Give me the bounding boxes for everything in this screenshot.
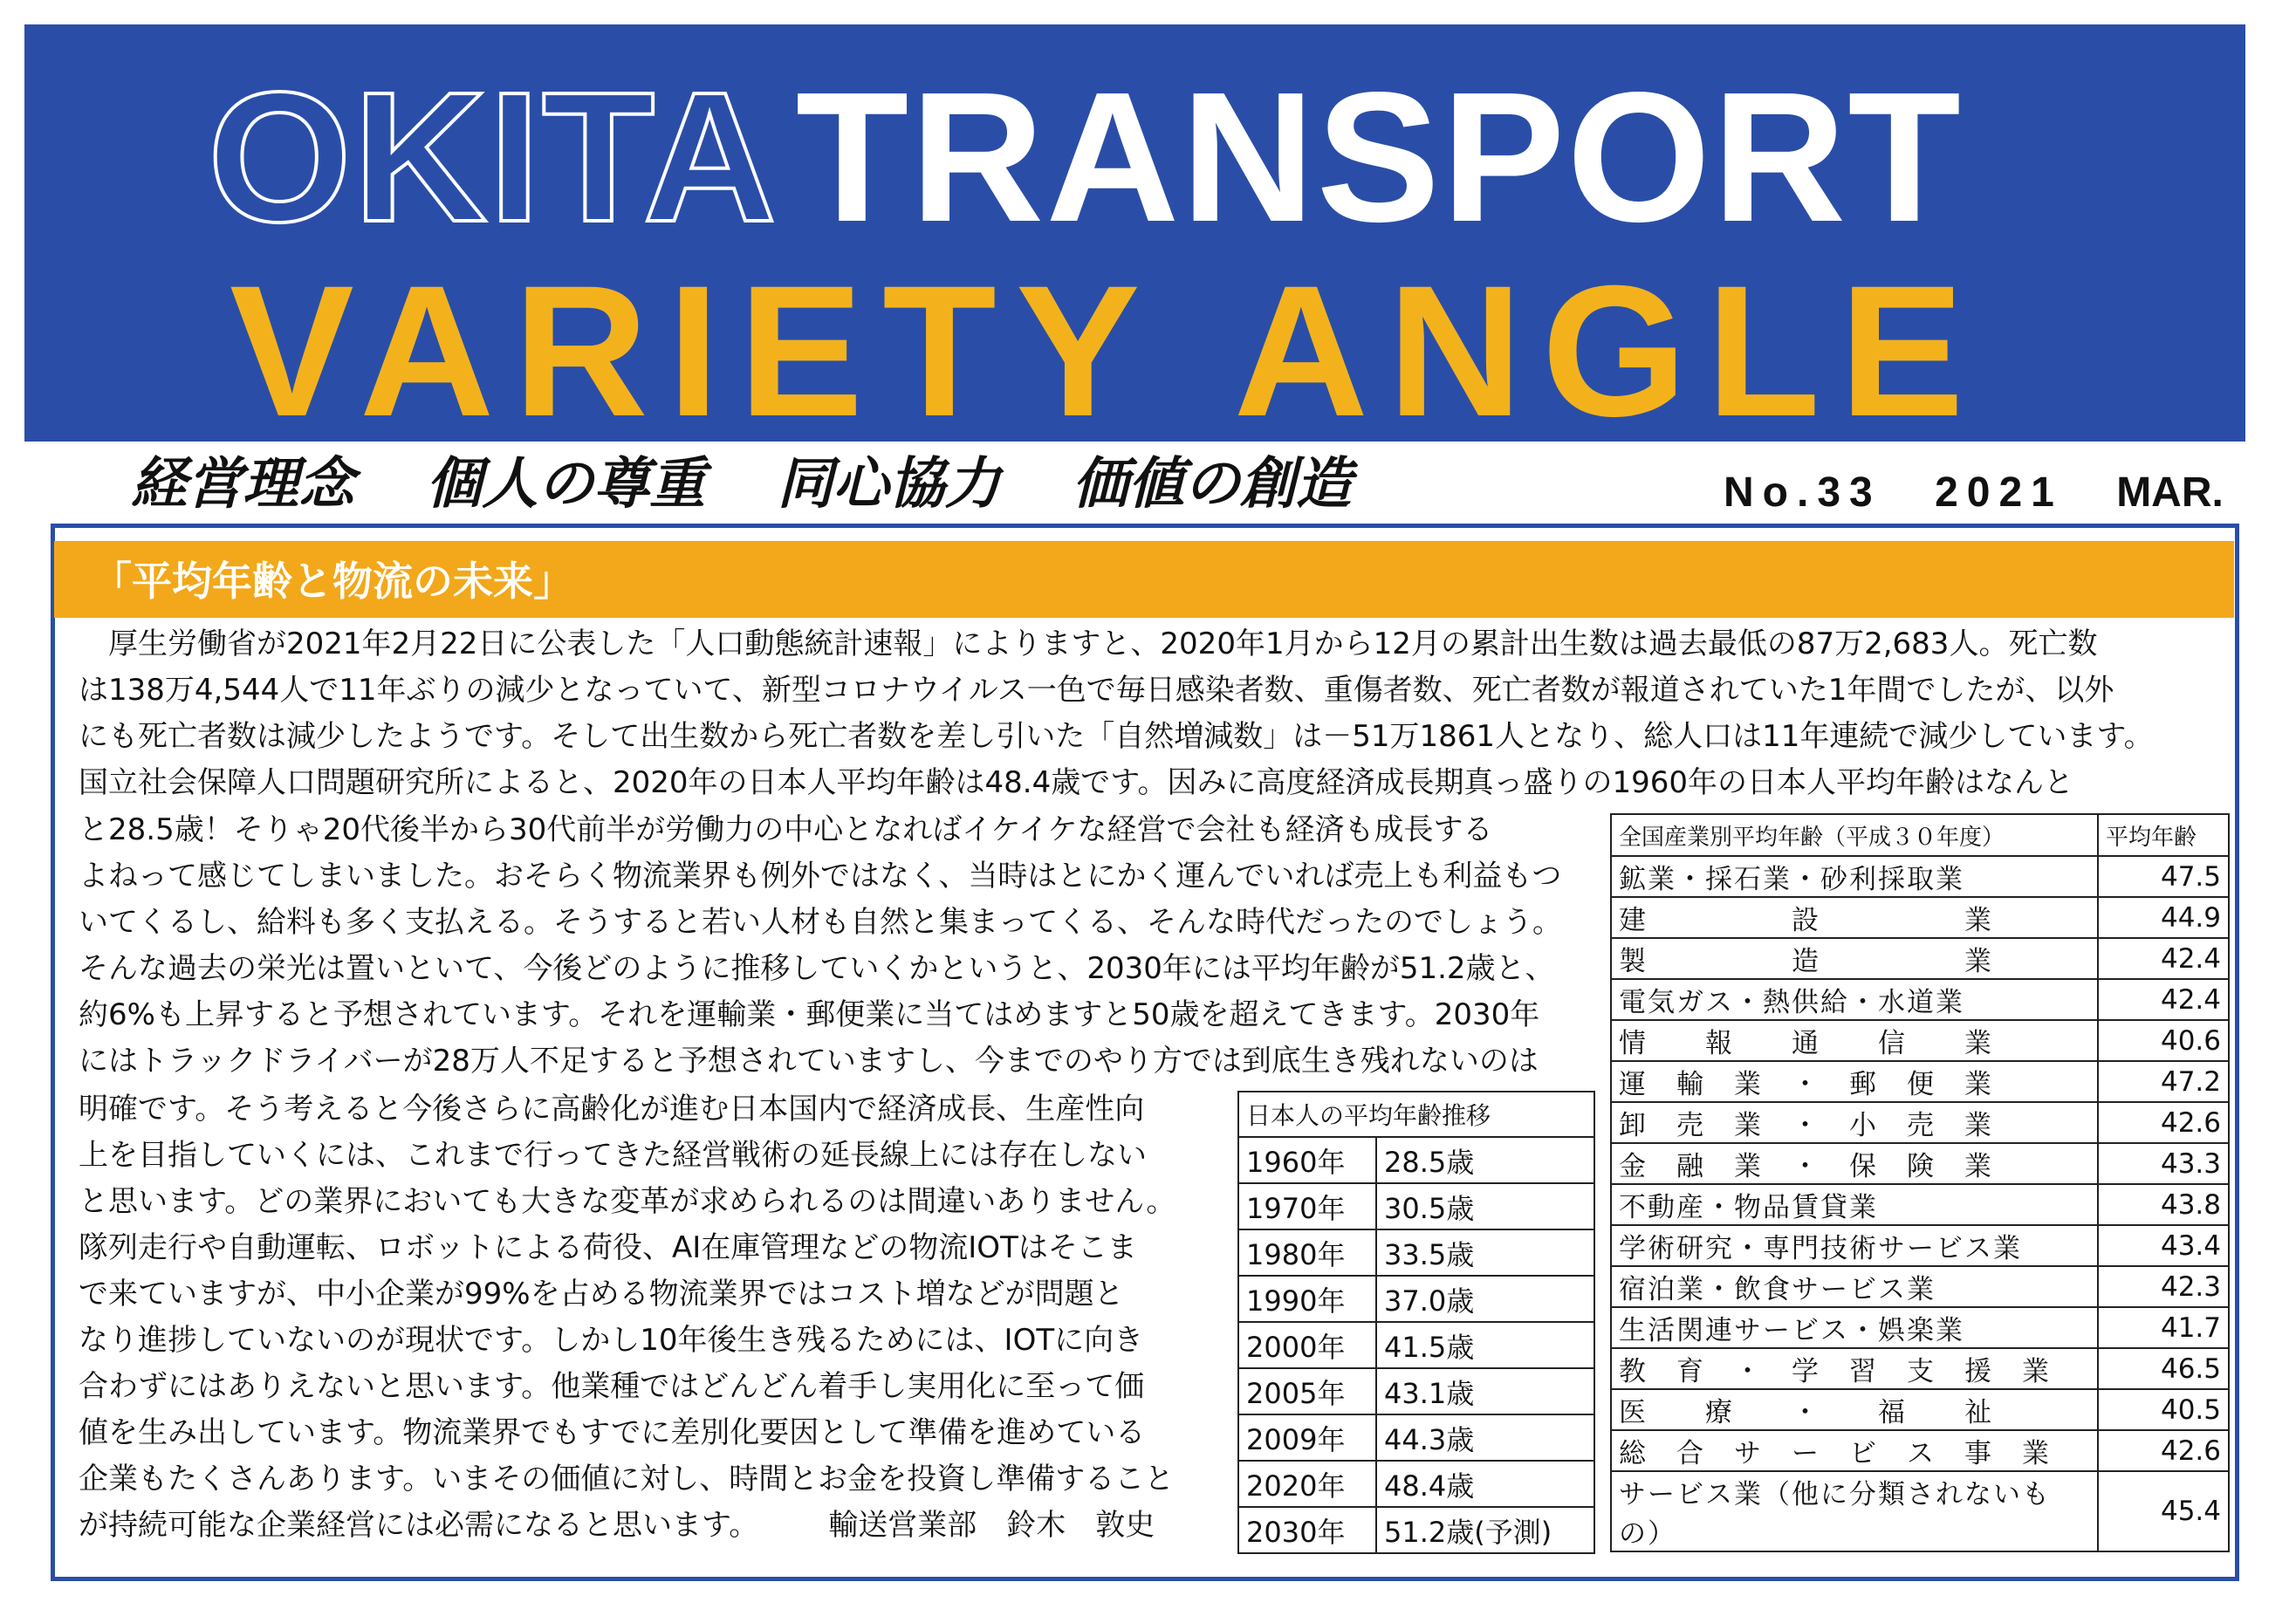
year-cell: 2005年 xyxy=(1238,1368,1376,1414)
article-line: が持続可能な企業経営には必需になると思います。 xyxy=(79,1508,759,1543)
table-row xyxy=(1238,1368,1594,1414)
table-row xyxy=(1238,1229,1594,1276)
article-line: なり進捗していないのが現状です。しかし10年後生き残るためには、IOTに向き xyxy=(79,1323,1144,1358)
industry-name-cell: 情 報 通 信 業 xyxy=(1611,1020,2098,1061)
age-cell: 33.5歳 xyxy=(1376,1229,1594,1276)
philosophy-label: 経営理念 xyxy=(131,451,354,517)
table-row xyxy=(1611,1389,2229,1430)
year-cell: 2000年 xyxy=(1238,1322,1376,1368)
industry-age-cell: 40.6 xyxy=(2098,1020,2229,1061)
issue-info xyxy=(1724,462,2224,524)
article-line: 上を目指していくには、これまで行ってきた経営戦術の延長線上には存在しない xyxy=(79,1138,1147,1173)
year-cell: 1980年 xyxy=(1238,1229,1376,1276)
article-body-bottom xyxy=(79,1086,1204,1549)
masthead-subtitle xyxy=(230,247,2149,455)
industry-age-cell: 42.4 xyxy=(2098,979,2229,1020)
article-line: 合わずにはありえないと思います。他業種ではどんどん着手し実用化に至って価 xyxy=(79,1369,1145,1404)
table-row xyxy=(1611,1102,2229,1143)
industry-age-cell: 45.4 xyxy=(2098,1471,2229,1551)
year-cell: 2009年 xyxy=(1238,1414,1376,1461)
year-cell: 1960年 xyxy=(1238,1137,1376,1183)
article-line: で来ていますが、中小企業が99%を占める物流業界ではコスト増などが問題と xyxy=(79,1277,1124,1311)
issue-number: No.33 xyxy=(1724,469,1881,516)
year-cell: 2030年 xyxy=(1238,1507,1376,1553)
corporate-philosophy xyxy=(131,449,1440,519)
article-line: そんな過去の栄光は置いといて、今後どのように推移していくかというと、2030年には平均年齢が51.2歳と、 xyxy=(79,951,1555,986)
industry-name-cell: 生活関連サービス・娯楽業 xyxy=(1611,1307,2098,1348)
issue-year: 2021 xyxy=(1935,469,2063,516)
industry-age-cell: 41.7 xyxy=(2098,1307,2229,1348)
philosophy-item: 同心協力 xyxy=(777,451,1001,517)
age-cell: 30.5歳 xyxy=(1376,1183,1594,1229)
author-department: 輸送営業部 xyxy=(828,1508,977,1543)
industry-age-cell: 47.2 xyxy=(2098,1061,2229,1102)
industry-age-cell: 46.5 xyxy=(2098,1348,2229,1389)
industry-name-cell: 不動産・物品賃貸業 xyxy=(1611,1184,2098,1225)
article-body-middle xyxy=(79,807,1614,1085)
table-row xyxy=(1611,1348,2229,1389)
industry-age-cell: 43.4 xyxy=(2098,1225,2229,1266)
table-row xyxy=(1238,1322,1594,1368)
masthead-subtitle-variety: VARIETY xyxy=(230,247,1160,455)
table-row xyxy=(1611,1143,2229,1184)
industry-name-cell: サービス業（他に分類されないもの） xyxy=(1611,1471,2098,1551)
article-line: 約6%も上昇すると予想されています。それを運輸業・郵便業に当てはめますと50歳を超えてきます。2030年 xyxy=(79,997,1540,1032)
industry-name-cell: 運 輸 業 ・ 郵 便 業 xyxy=(1611,1061,2098,1102)
industry-name-cell: 電気ガス・熱供給・水道業 xyxy=(1611,979,2098,1020)
age-cell: 51.2歳(予測) xyxy=(1376,1507,1594,1553)
article-line: は138万4,544人で11年ぶりの減少となっていて、新型コロナウイルス一色で毎日感染者数、重傷者数、死亡者数が報道されていた1年間でしたが、以外 xyxy=(79,673,2114,708)
philosophy-item: 個人の尊重 xyxy=(426,451,706,517)
industry-name-cell: 金 融 業 ・ 保 険 業 xyxy=(1611,1143,2098,1184)
masthead-title-okita: OKITA xyxy=(208,53,778,260)
industry-age-cell: 44.9 xyxy=(2098,897,2229,938)
table-row xyxy=(1611,1061,2229,1102)
table-row xyxy=(1238,1414,1594,1461)
article-body-top xyxy=(79,621,2217,806)
masthead-subtitle-angle: ANGLE xyxy=(1233,247,1984,455)
industry-name-cell: 製 造 業 xyxy=(1611,938,2098,979)
table-row xyxy=(1611,1471,2229,1551)
year-cell: 1990年 xyxy=(1238,1276,1376,1322)
article-line: 値を生み出しています。物流業界でもすでに差別化要因として準備を進めている xyxy=(79,1415,1146,1450)
industry-name-cell: 卸 売 業 ・ 小 売 業 xyxy=(1611,1102,2098,1143)
age-cell: 44.3歳 xyxy=(1376,1414,1594,1461)
table-row xyxy=(1611,938,2229,979)
age-cell: 28.5歳 xyxy=(1376,1137,1594,1183)
table-row xyxy=(1611,1184,2229,1225)
industry-age-cell: 43.3 xyxy=(2098,1143,2229,1184)
table-row xyxy=(1238,1276,1594,1322)
philosophy-item: 価値の創造 xyxy=(1072,451,1352,517)
table-row xyxy=(1611,897,2229,938)
table-row xyxy=(1611,1266,2229,1307)
article-line: 厚生労働省が2021年2月22日に公表した「人口動態統計速報」によりますと、2020年1月から12月の累計出生数は過去最低の87万2,683人。死亡数 xyxy=(79,627,2098,661)
industry-name-cell: 建 設 業 xyxy=(1611,897,2098,938)
article-line: にも死亡者数は減少したようです。そして出生数から死亡者数を差し引いた「自然増減数」は－51万1861人となり、総人口は11年連続で減少しています。 xyxy=(79,719,2154,754)
article-line: 隊列走行や自動運転、ロボットによる荷役、AI在庫管理などの物流IOTはそこま xyxy=(79,1230,1137,1265)
article-title: 「平均年齢と物流の未来」 xyxy=(92,558,573,605)
table-row xyxy=(1238,1137,1594,1183)
industry-name-cell: 教 育 ・ 学 習 支 援 業 xyxy=(1611,1348,2098,1389)
table-row xyxy=(1611,1307,2229,1348)
masthead-banner xyxy=(24,24,2245,455)
article-line: にはトラックドライバーが28万人不足すると予想されていますし、今までのやり方では到底生き残れないのは xyxy=(79,1044,1539,1079)
industry-age-cell: 47.5 xyxy=(2098,856,2229,897)
year-cell: 2020年 xyxy=(1238,1461,1376,1507)
table-row xyxy=(1611,1430,2229,1471)
table-row xyxy=(1238,1461,1594,1507)
industry-age-cell: 42.6 xyxy=(2098,1102,2229,1143)
table-row xyxy=(1238,1183,1594,1229)
issue-month: MAR. xyxy=(2116,469,2224,516)
age-cell: 48.4歳 xyxy=(1376,1461,1594,1507)
article-line: と28.5歳！そりゃ20代後半から30代前半が労働力の中心となればイケイケな経営で会社も経済も成長する xyxy=(79,812,1493,847)
average-age-table-title: 日本人の平均年齢推移 xyxy=(1238,1092,1594,1137)
article-line: 国立社会保障人口問題研究所によると、2020年の日本人平均年齢は48.4歳です。因みに高度経済成長期真っ盛りの1960年の日本人平均年齢はなんと xyxy=(79,765,2074,800)
article-line: 明確です。そう考えると今後さらに高齢化が進む日本国内で経済成長、生産性向 xyxy=(79,1092,1145,1127)
average-age-table xyxy=(1237,1091,1595,1554)
industry-name-cell: 学術研究・専門技術サービス業 xyxy=(1611,1225,2098,1266)
industry-name-cell: 宿泊業・飲食サービス業 xyxy=(1611,1266,2098,1307)
masthead-title-transport: TRANSPORT xyxy=(795,53,1963,260)
table-row xyxy=(1238,1507,1594,1553)
article-last-line xyxy=(79,1503,1204,1549)
industry-age-cell: 43.8 xyxy=(2098,1184,2229,1225)
age-cell: 43.1歳 xyxy=(1376,1368,1594,1414)
industry-age-table xyxy=(1610,813,2230,1552)
age-cell: 37.0歳 xyxy=(1376,1276,1594,1322)
industry-table-header-name: 全国産業別平均年齢（平成３０年度） xyxy=(1611,814,2098,856)
article-line: 企業もたくさんあります。いまその価値に対し、時間とお金を投資し準備すること xyxy=(79,1462,1175,1496)
industry-name-cell: 総 合 サ ー ビ ス 事 業 xyxy=(1611,1430,2098,1471)
industry-age-cell: 40.5 xyxy=(2098,1389,2229,1430)
industry-name-cell: 医 療 ・ 福 祉 xyxy=(1611,1389,2098,1430)
industry-age-cell: 42.3 xyxy=(2098,1266,2229,1307)
industry-age-cell: 42.4 xyxy=(2098,938,2229,979)
year-cell: 1970年 xyxy=(1238,1183,1376,1229)
table-row xyxy=(1611,1225,2229,1266)
article-line: よねって感じてしまいました。おそらく物流業界も例外ではなく、当時はとにかく運んでいれば売上も利益もつ xyxy=(79,859,1562,894)
article-line: いてくるし、給料も多く支払える。そうすると若い人材も自然と集まってくる、そんな時代だったのでしょう。 xyxy=(79,905,1562,940)
industry-name-cell: 鉱業・採石業・砂利採取業 xyxy=(1611,856,2098,897)
table-row xyxy=(1611,856,2229,897)
table-row xyxy=(1611,1020,2229,1061)
industry-table-header-age: 平均年齢 xyxy=(2098,814,2229,856)
age-cell: 41.5歳 xyxy=(1376,1322,1594,1368)
masthead-title xyxy=(208,53,2128,260)
table-row xyxy=(1611,979,2229,1020)
article-line: と思います。どの業界においても大きな変革が求められるのは間違いありません。 xyxy=(79,1184,1176,1219)
author-name: 鈴木 敦史 xyxy=(1006,1508,1155,1543)
industry-age-cell: 42.6 xyxy=(2098,1430,2229,1471)
